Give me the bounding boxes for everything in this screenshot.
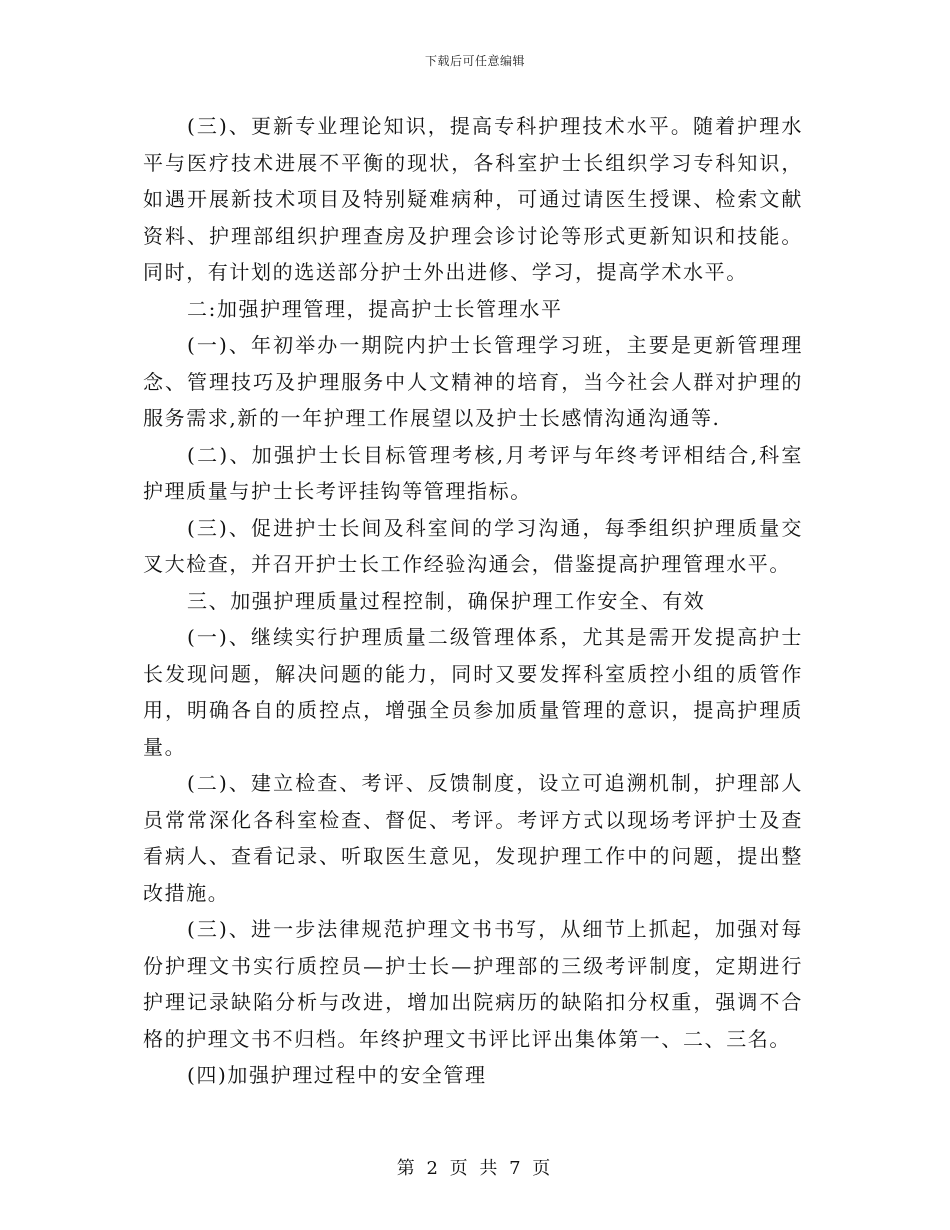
section-heading: 三、加强护理质量过程控制，确保护理工作安全、有效	[187, 588, 706, 613]
paragraph: (一)、继续实行护理质量二级管理体系，尤其是需开发提高护士长发现问题，解决问题的能力，同时又要发挥科室质控小组的质管作用，明确各自的质控点，增强全员参加质量管理的意识，提高护理质量。	[143, 625, 803, 759]
paragraph: (三)、进一步法律规范护理文书书写，从细节上抓起，加强对每份护理文书实行质控员—护士长—护理部的三级考评制度，定期进行护理记录缺陷分析与改进，增加出院病历的缺陷扣分权重，强调不合格的护理文书不归档。年终护理文书评比评出集体第一、二、三名。	[143, 917, 803, 1051]
document-body	[143, 108, 803, 1094]
paragraph: (二)、建立检查、考评、反馈制度，设立可追溯机制，护理部人员常常深化各科室检查、督促、考评。考评方式以现场考评护士及查看病人、查看记录、听取医生意见，发现护理工作中的问题，提出整改措施。	[143, 771, 803, 905]
page-header: 下载后可任意编辑	[424, 54, 525, 68]
section-heading: 二:加强护理管理，提高护士长管理水平	[187, 296, 563, 321]
paragraph: (四)加强护理过程中的安全管理	[187, 1063, 487, 1087]
paragraph: (三)、更新专业理论知识，提高专科护理技术水平。随着护理水平与医疗技术进展不平衡的现状，各科室护士长组织学习专科知识，如遇开展新技术项目及特别疑难病种，可通过请医生授课、检索文献资料、护理部组织护理查房及护理会诊讨论等形式更新知识和技能。同时，有计划的选送部分护士外出进修、学习，提高学术水平。	[143, 114, 803, 284]
page-footer: 第 2 页 共 7 页	[396, 1158, 554, 1179]
paragraph: (一)、年初举办一期院内护士长管理学习班，主要是更新管理理念、管理技巧及护理服务中人文精神的培育，当今社会人群对护理的服务需求,新的一年护理工作展望以及护士长感情沟通沟通等.	[143, 333, 803, 430]
paragraph: (二)、加强护士长目标管理考核,月考评与年终考评相结合,科室护理质量与护士长考评挂钩等管理指标。	[143, 442, 803, 503]
paragraph: (三)、促进护士长间及科室间的学习沟通，每季组织护理质量交叉大检查，并召开护士长工作经验沟通会，借鉴提高护理管理水平。	[143, 515, 803, 576]
